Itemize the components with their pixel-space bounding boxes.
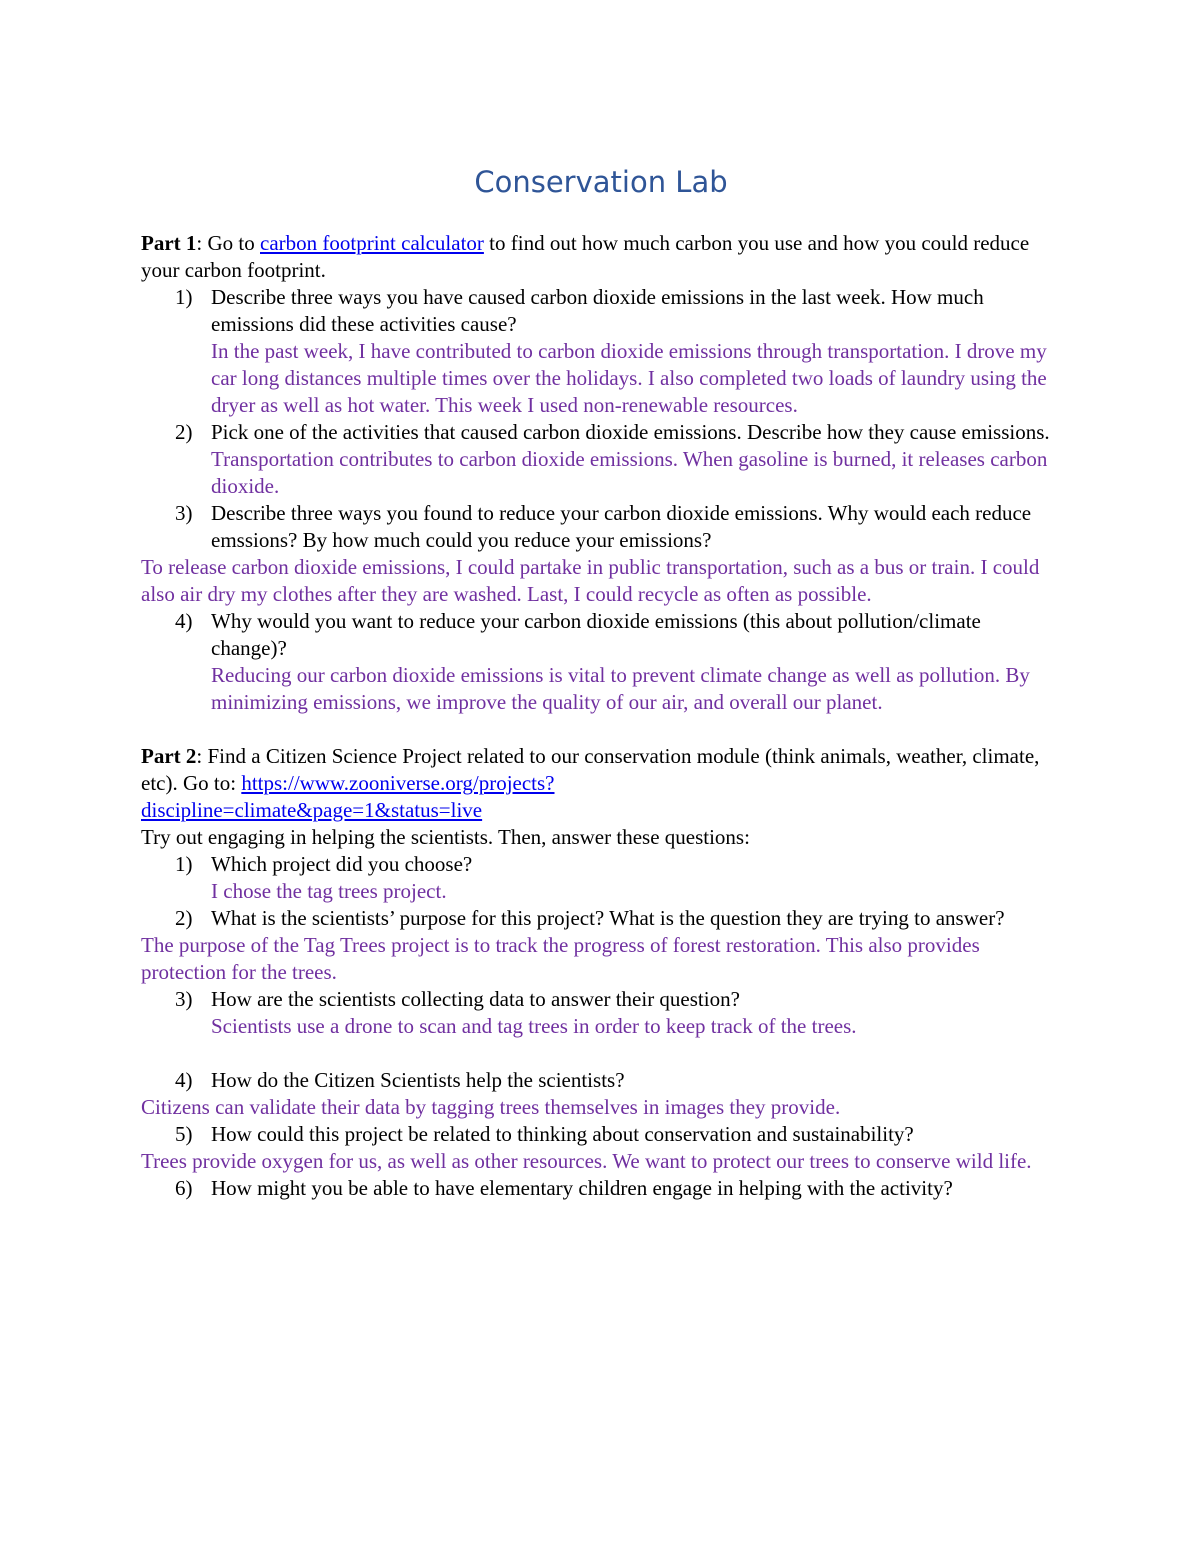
question-text: How could this project be related to thinking about conservation and sustainability? xyxy=(211,1122,914,1146)
part2-question-1: 1) Which project did you choose? I chose the tag trees project. xyxy=(141,851,1056,905)
zooniverse-link[interactable]: https://www.zooniverse.org/projects? discipline=climate&page=1&status=live xyxy=(141,771,555,822)
question-text: Why would you want to reduce your carbon dioxide emissions (this about pollution/climate change)? xyxy=(211,609,981,660)
part2-question-2: 2) What is the scientists’ purpose for this project? What is the question they are trying to answer? xyxy=(141,905,1056,932)
part2-label: Part 2 xyxy=(141,744,197,768)
document-body xyxy=(141,230,1056,1202)
question-text: Describe three ways you found to reduce your carbon dioxide emissions. Why would each reduce emssions? By how much could you reduce your emissions? xyxy=(211,501,1032,552)
part2-question-6: 6) How might you be able to have elementary children engage in helping with the activity? xyxy=(141,1175,1056,1202)
part2-instructions: Try out engaging in helping the scientists. Then, answer these questions: xyxy=(141,825,750,849)
part1-intro: Part 1: Go to carbon footprint calculator to find out how much carbon you use and how you could reduce your carbon footprint. xyxy=(141,231,1030,282)
part1-question-2: 2) Pick one of the activities that caused carbon dioxide emissions. Describe how they cause emissions. Transportation contributes to carbon dioxide emissions. When gasoline is burned, it releases carbon dioxide. xyxy=(141,419,1056,500)
answer-text: To release carbon dioxide emissions, I could partake in public transportation, such as a bus or train. I could also air dry my clothes after they are washed. Last, I could recycle as often as possible. xyxy=(141,555,1040,606)
answer-text: Transportation contributes to carbon dioxide emissions. When gasoline is burned, it releases carbon dioxide. xyxy=(211,447,1048,498)
answer-text: Trees provide oxygen for us, as well as other resources. We want to protect our trees to conserve wild life. xyxy=(141,1149,1032,1173)
answer-text: In the past week, I have contributed to carbon dioxide emissions through transportation. I drove my car long distances multiple times over the holidays. I also completed two loads of laundry using the dryer as well as hot water. This week I used non-renewable resources. xyxy=(211,339,1047,417)
question-text: Which project did you choose? xyxy=(211,852,473,876)
question-text: How might you be able to have elementary children engage in helping with the activity? xyxy=(211,1176,953,1200)
question-text: How are the scientists collecting data to answer their question? xyxy=(211,987,740,1011)
question-text: How do the Citizen Scientists help the scientists? xyxy=(211,1068,625,1092)
part1-label: Part 1 xyxy=(141,231,197,255)
page-title: Conservation Lab xyxy=(474,165,728,199)
answer-text: Reducing our carbon dioxide emissions is vital to prevent climate change as well as pollution. By minimizing emissions, we improve the quality of our air, and overall our planet. xyxy=(211,663,1030,714)
part1-question-1: 1) Describe three ways you have caused carbon dioxide emissions in the last week. How much emissions did these activities cause? In the past week, I have contributed to carbon dioxide emissions through transportation. I drove my car long distances multiple times over the holidays. I also completed two loads of laundry using the dryer as well as hot water. This week I used non-renewable resources. xyxy=(141,284,1056,419)
answer-text: Scientists use a drone to scan and tag trees in order to keep track of the trees. xyxy=(211,1014,857,1038)
part2-question-5: 5) How could this project be related to thinking about conservation and sustainability? xyxy=(141,1121,1056,1148)
answer-text: Citizens can validate their data by tagging trees themselves in images they provide. xyxy=(141,1095,841,1119)
part2-intro: Part 2: Find a Citizen Science Project related to our conservation module (think animals, weather, climate, etc). Go to: https://www.zooniverse.org/projects? discipline=climate&page=1&status=live xyxy=(141,744,1040,822)
part1-question-3: 3) Describe three ways you found to reduce your carbon dioxide emissions. Why would each reduce emssions? By how much could you reduce your emissions? xyxy=(141,500,1056,554)
part2-question-4: 4) How do the Citizen Scientists help the scientists? xyxy=(141,1067,1056,1094)
part2-question-3: 3) How are the scientists collecting data to answer their question? Scientists use a drone to scan and tag trees in order to keep track of the trees. xyxy=(141,986,1056,1040)
carbon-calculator-link[interactable]: carbon footprint calculator xyxy=(260,231,484,255)
answer-text: The purpose of the Tag Trees project is to track the progress of forest restoration. This also provides protection for the trees. xyxy=(141,933,980,984)
part1-question-4: 4) Why would you want to reduce your carbon dioxide emissions (this about pollution/climate change)? Reducing our carbon dioxide emissions is vital to prevent climate change as well as pollution. By minimizing emissions, we improve the quality of our air, and overall our planet. xyxy=(141,608,1056,716)
question-text: Describe three ways you have caused carbon dioxide emissions in the last week. How much emissions did these activities cause? xyxy=(211,285,984,336)
question-text: Pick one of the activities that caused carbon dioxide emissions. Describe how they cause emissions. xyxy=(211,420,1050,444)
question-text: What is the scientists’ purpose for this project? What is the question they are trying to answer? xyxy=(211,906,1005,930)
answer-text: I chose the tag trees project. xyxy=(211,879,447,903)
